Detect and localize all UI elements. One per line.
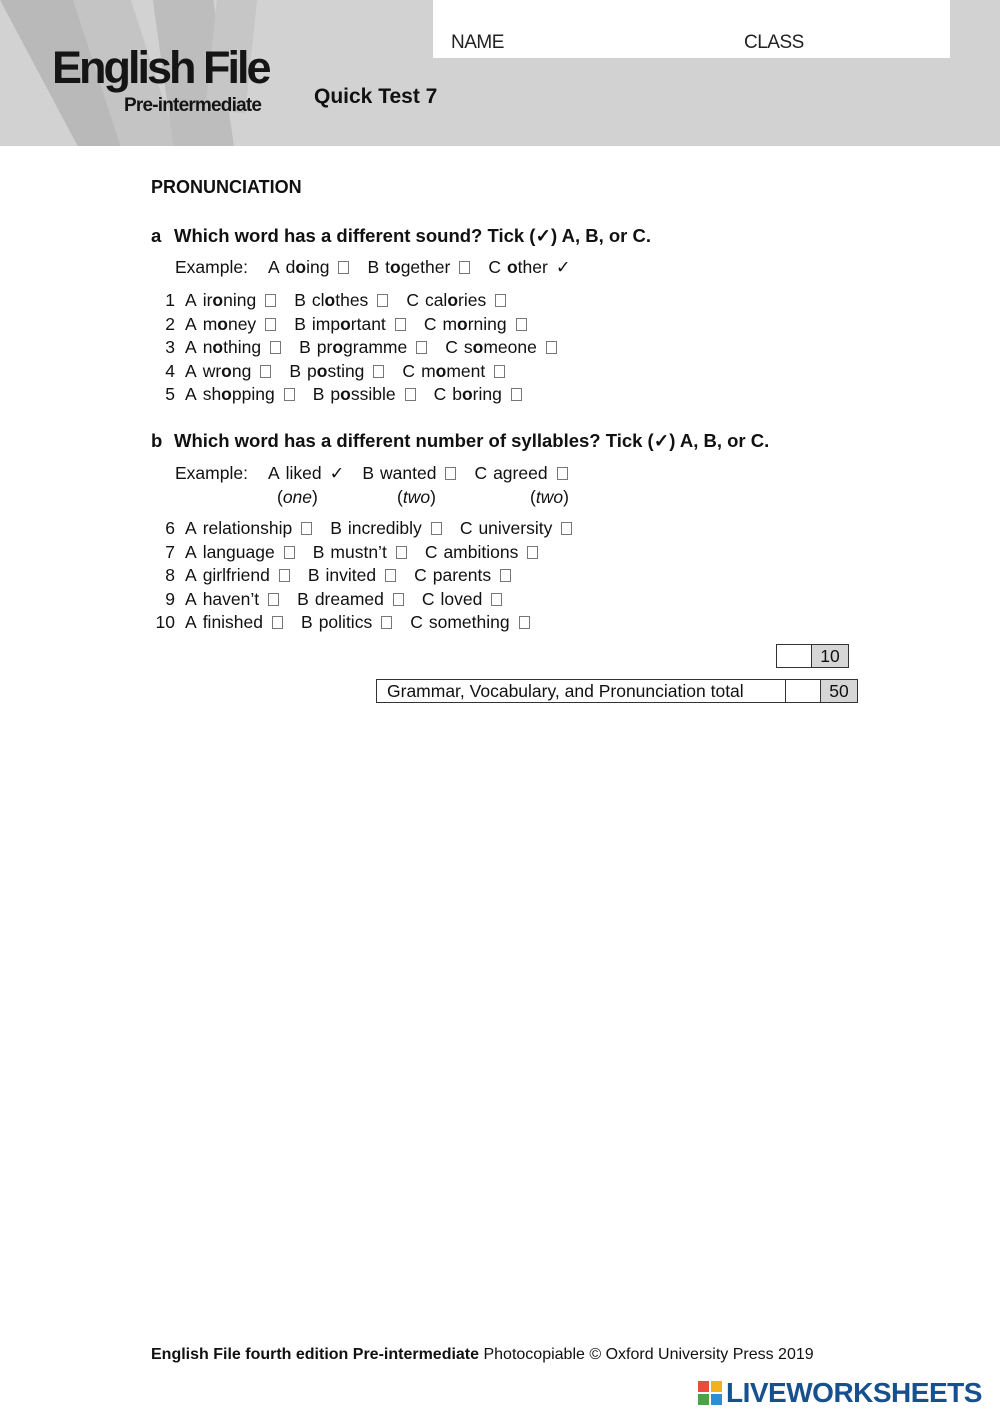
answer-option	[308, 565, 396, 586]
logo-title: English File	[52, 42, 269, 93]
option-word: money	[202, 313, 257, 334]
option-letter: C	[433, 384, 447, 404]
answer-checkbox[interactable]	[527, 546, 538, 559]
part-b-instruction	[151, 430, 769, 452]
grand-total-label: Grammar, Vocabulary, and Pronunciation total	[377, 680, 786, 703]
answer-option	[185, 518, 312, 539]
question-row	[151, 612, 548, 633]
section-score-max: 10	[812, 645, 849, 668]
answer-checkbox[interactable]	[301, 522, 312, 535]
option-letter: A	[185, 588, 197, 609]
answer-checkbox[interactable]	[546, 341, 557, 354]
answer-checkbox[interactable]	[395, 318, 406, 331]
question-number: 2	[165, 313, 175, 334]
answer-checkbox[interactable]	[265, 318, 276, 331]
answer-option	[299, 337, 427, 358]
option-letter: B	[330, 518, 342, 538]
option-word: mustn’t	[330, 541, 387, 562]
answer-checkbox[interactable]	[272, 616, 283, 629]
answer-option	[185, 384, 295, 405]
answer-checkbox[interactable]	[268, 593, 279, 606]
test-title: Quick Test 7	[314, 85, 438, 108]
answer-checkbox[interactable]	[511, 388, 522, 401]
answer-checkbox[interactable]	[519, 616, 530, 629]
grand-total-max: 50	[821, 680, 858, 703]
tick-icon: ✓	[555, 257, 571, 277]
option-letter: A	[267, 463, 280, 483]
option-letter: A	[185, 360, 197, 381]
option-letter: B	[312, 384, 325, 404]
option-word: loved	[440, 588, 483, 609]
syllable-count: (two)	[530, 487, 569, 507]
option-letter: A	[185, 565, 197, 585]
liveworksheets-logo	[698, 1376, 982, 1410]
option-word: agreed	[493, 463, 548, 483]
header-banner	[0, 0, 1000, 146]
syllable-count: (two)	[397, 487, 436, 507]
example-label: Example:	[175, 463, 248, 483]
option-word: girlfriend	[202, 565, 270, 585]
answer-checkbox[interactable]	[495, 294, 506, 307]
option-letter: A	[185, 290, 197, 310]
answer-checkbox[interactable]	[405, 388, 416, 401]
syllable-count: (one)	[277, 487, 318, 507]
option-letter: A	[185, 337, 197, 357]
option-word: politics	[318, 612, 373, 632]
option-word: liked	[285, 463, 322, 483]
option-letter: B	[301, 612, 313, 632]
highlighted-sound: o	[221, 384, 232, 404]
option-word: doing	[285, 257, 330, 277]
option-word: someone	[463, 337, 537, 357]
answer-option	[330, 518, 442, 539]
answer-checkbox[interactable]	[338, 261, 349, 274]
syllable-word: two	[402, 487, 431, 507]
instruction-text: Which word has a different number of syllables? Tick (✓) A, B, or C.	[174, 430, 770, 451]
answer-checkbox[interactable]	[557, 467, 568, 480]
question-row	[151, 290, 524, 311]
answer-option	[425, 542, 539, 563]
question-row	[151, 518, 590, 539]
option-letter: C	[474, 463, 488, 483]
answer-checkbox[interactable]	[561, 522, 572, 535]
answer-checkbox[interactable]	[431, 522, 442, 535]
answer-checkbox[interactable]	[459, 261, 470, 274]
answer-checkbox[interactable]	[445, 467, 456, 480]
option-word: ambitions	[443, 541, 519, 562]
option-word: parents	[432, 565, 492, 585]
answer-option	[313, 384, 416, 405]
question-row	[151, 589, 520, 610]
class-label: CLASS	[744, 32, 804, 53]
answer-option	[185, 565, 290, 586]
option-word: other	[506, 257, 548, 277]
highlighted-sound: o	[316, 360, 328, 381]
option-word: wanted	[380, 463, 437, 483]
question-row	[151, 361, 523, 382]
option-letter: A	[185, 384, 197, 404]
option-word: morning	[442, 313, 507, 334]
question-row	[151, 542, 556, 563]
answer-option	[410, 612, 529, 633]
answer-checkbox[interactable]	[284, 546, 295, 559]
question-number: 4	[165, 360, 175, 381]
question-row	[151, 337, 575, 358]
option-word: finished	[202, 612, 264, 632]
section-title: PRONUNCIATION	[151, 177, 302, 197]
footer-book-title: English File fourth edition Pre-intermediate	[151, 1346, 480, 1363]
question-number: 7	[165, 541, 175, 562]
liveworksheets-icon	[698, 1381, 722, 1405]
option-word: together	[385, 257, 451, 277]
highlighted-sound: o	[435, 360, 447, 381]
option-letter: C	[421, 588, 435, 609]
answer-option	[185, 612, 283, 633]
highlighted-sound: o	[212, 337, 224, 357]
option-letter: A	[185, 313, 197, 334]
question-row	[151, 314, 545, 335]
answer-checkbox[interactable]	[377, 294, 388, 307]
answer-checkbox[interactable]	[381, 616, 392, 629]
highlighted-sound: o	[390, 257, 401, 277]
option-letter: C	[459, 518, 473, 538]
answer-option	[289, 361, 384, 382]
answer-checkbox[interactable]	[416, 341, 427, 354]
option-word: something	[428, 612, 510, 632]
option-word: important	[311, 313, 386, 334]
answer-option	[185, 314, 276, 335]
option-letter: B	[367, 257, 380, 277]
answer-checkbox[interactable]	[500, 569, 511, 582]
logo-subtitle: Pre-intermediate	[124, 95, 262, 116]
answer-option	[185, 290, 276, 311]
answer-checkbox[interactable]	[516, 318, 527, 331]
question-number: 9	[165, 588, 175, 609]
section-score-input[interactable]	[777, 645, 812, 668]
option-word: language	[202, 541, 275, 562]
name-class-box	[433, 0, 950, 58]
answer-option	[185, 542, 295, 563]
syllable-word: two	[535, 487, 564, 507]
option-word: ironing	[202, 290, 257, 310]
answer-checkbox[interactable]	[270, 341, 281, 354]
answer-checkbox[interactable]	[265, 294, 276, 307]
option-letter: B	[307, 565, 320, 585]
answer-option	[268, 257, 349, 278]
answer-option	[185, 589, 279, 610]
option-letter: C	[410, 612, 423, 632]
answer-option	[445, 337, 557, 358]
highlighted-sound: o	[217, 313, 228, 334]
part-letter: a	[151, 225, 162, 246]
question-row	[151, 384, 540, 405]
answer-checkbox[interactable]	[385, 569, 396, 582]
footer	[151, 1346, 814, 1364]
question-row	[151, 565, 529, 586]
highlighted-sound: o	[340, 313, 351, 334]
logo-square	[711, 1381, 722, 1392]
grand-total-input[interactable]	[786, 680, 821, 703]
answer-option	[313, 542, 407, 563]
part-a-example	[175, 257, 589, 278]
option-word: wrong	[202, 360, 252, 381]
answer-option	[414, 565, 511, 586]
highlighted-sound: o	[332, 337, 344, 357]
option-word: relationship	[202, 518, 293, 538]
highlighted-sound: o	[472, 337, 484, 357]
option-letter: A	[185, 518, 197, 538]
option-word: incredibly	[347, 518, 422, 538]
option-letter: C	[445, 337, 458, 357]
liveworksheets-text: LIVEWORKSHEETS	[726, 1377, 982, 1408]
answer-option	[185, 337, 281, 358]
answer-option	[367, 257, 470, 278]
question-number: 5	[165, 384, 175, 404]
highlighted-sound: o	[295, 257, 307, 277]
answer-option	[422, 589, 502, 610]
answer-checkbox[interactable]	[491, 593, 502, 606]
answer-option	[294, 290, 388, 311]
answer-checkbox[interactable]	[279, 569, 290, 582]
answer-option	[406, 290, 506, 311]
question-number: 3	[165, 337, 175, 357]
answer-option	[185, 361, 271, 382]
answer-option	[460, 518, 573, 539]
option-letter: A	[185, 612, 197, 632]
option-letter: C	[423, 313, 437, 334]
option-letter: A	[185, 541, 197, 562]
example-label: Example:	[175, 257, 248, 277]
logo-square	[698, 1394, 709, 1405]
answer-option	[294, 314, 406, 335]
option-letter: B	[362, 463, 374, 483]
question-number: 10	[155, 612, 175, 632]
answer-option	[402, 361, 505, 382]
option-word: posting	[307, 360, 365, 381]
answer-checkbox[interactable]	[373, 365, 384, 378]
syllable-word: one	[282, 487, 313, 507]
option-word: boring	[452, 384, 502, 404]
name-label: NAME	[451, 32, 504, 53]
answer-checkbox[interactable]	[494, 365, 505, 378]
option-word: haven’t	[202, 588, 260, 609]
answer-option	[301, 612, 392, 633]
option-word: clothes	[311, 290, 369, 310]
option-letter: C	[488, 257, 501, 277]
option-word: calories	[424, 290, 487, 310]
answer-option	[434, 384, 522, 405]
highlighted-sound: o	[447, 290, 459, 310]
option-word: programme	[316, 337, 408, 357]
option-word: university	[478, 518, 553, 538]
option-letter: B	[294, 313, 306, 334]
part-b-example	[175, 463, 586, 484]
part-a-instruction	[151, 225, 651, 247]
highlighted-sound: o	[340, 384, 351, 404]
highlighted-sound: o	[461, 384, 473, 404]
answer-checkbox[interactable]	[396, 546, 407, 559]
tick-icon: ✓	[329, 463, 345, 483]
option-letter: A	[267, 257, 280, 277]
option-letter: B	[312, 541, 325, 562]
option-letter: C	[402, 360, 416, 381]
question-number: 1	[165, 290, 175, 310]
answer-option	[362, 463, 456, 484]
option-word: moment	[421, 360, 486, 381]
option-letter: B	[297, 588, 309, 609]
highlighted-sound: o	[212, 290, 224, 310]
option-word: shopping	[202, 384, 275, 404]
highlighted-sound: o	[324, 290, 336, 310]
answer-checkbox[interactable]	[393, 593, 404, 606]
answer-checkbox[interactable]	[260, 365, 271, 378]
highlighted-sound: o	[506, 257, 518, 277]
highlighted-sound: o	[457, 313, 468, 334]
option-letter: C	[406, 290, 419, 310]
section-score-table	[776, 644, 849, 668]
answer-option	[488, 257, 570, 278]
answer-option	[268, 463, 344, 484]
option-letter: B	[299, 337, 311, 357]
grand-total-table	[376, 679, 858, 703]
footer-copyright: Photocopiable © Oxford University Press 2019	[479, 1346, 814, 1363]
answer-option	[297, 589, 404, 610]
option-word: dreamed	[314, 588, 384, 609]
question-number: 6	[165, 518, 175, 538]
option-word: possible	[330, 384, 396, 404]
option-letter: B	[294, 290, 306, 310]
instruction-text: Which word has a different sound? Tick (✓) A, B, or C.	[174, 225, 651, 246]
option-letter: C	[424, 541, 438, 562]
question-number: 8	[165, 565, 175, 585]
option-letter: C	[414, 565, 427, 585]
part-letter: b	[151, 430, 163, 451]
option-word: invited	[325, 565, 377, 585]
highlighted-sound: o	[221, 360, 232, 381]
answer-option	[424, 314, 527, 335]
logo-square	[698, 1381, 709, 1392]
answer-checkbox[interactable]	[284, 388, 295, 401]
answer-option	[474, 463, 567, 484]
option-word: nothing	[202, 337, 262, 357]
logo-square	[711, 1394, 722, 1405]
option-letter: B	[289, 360, 302, 381]
